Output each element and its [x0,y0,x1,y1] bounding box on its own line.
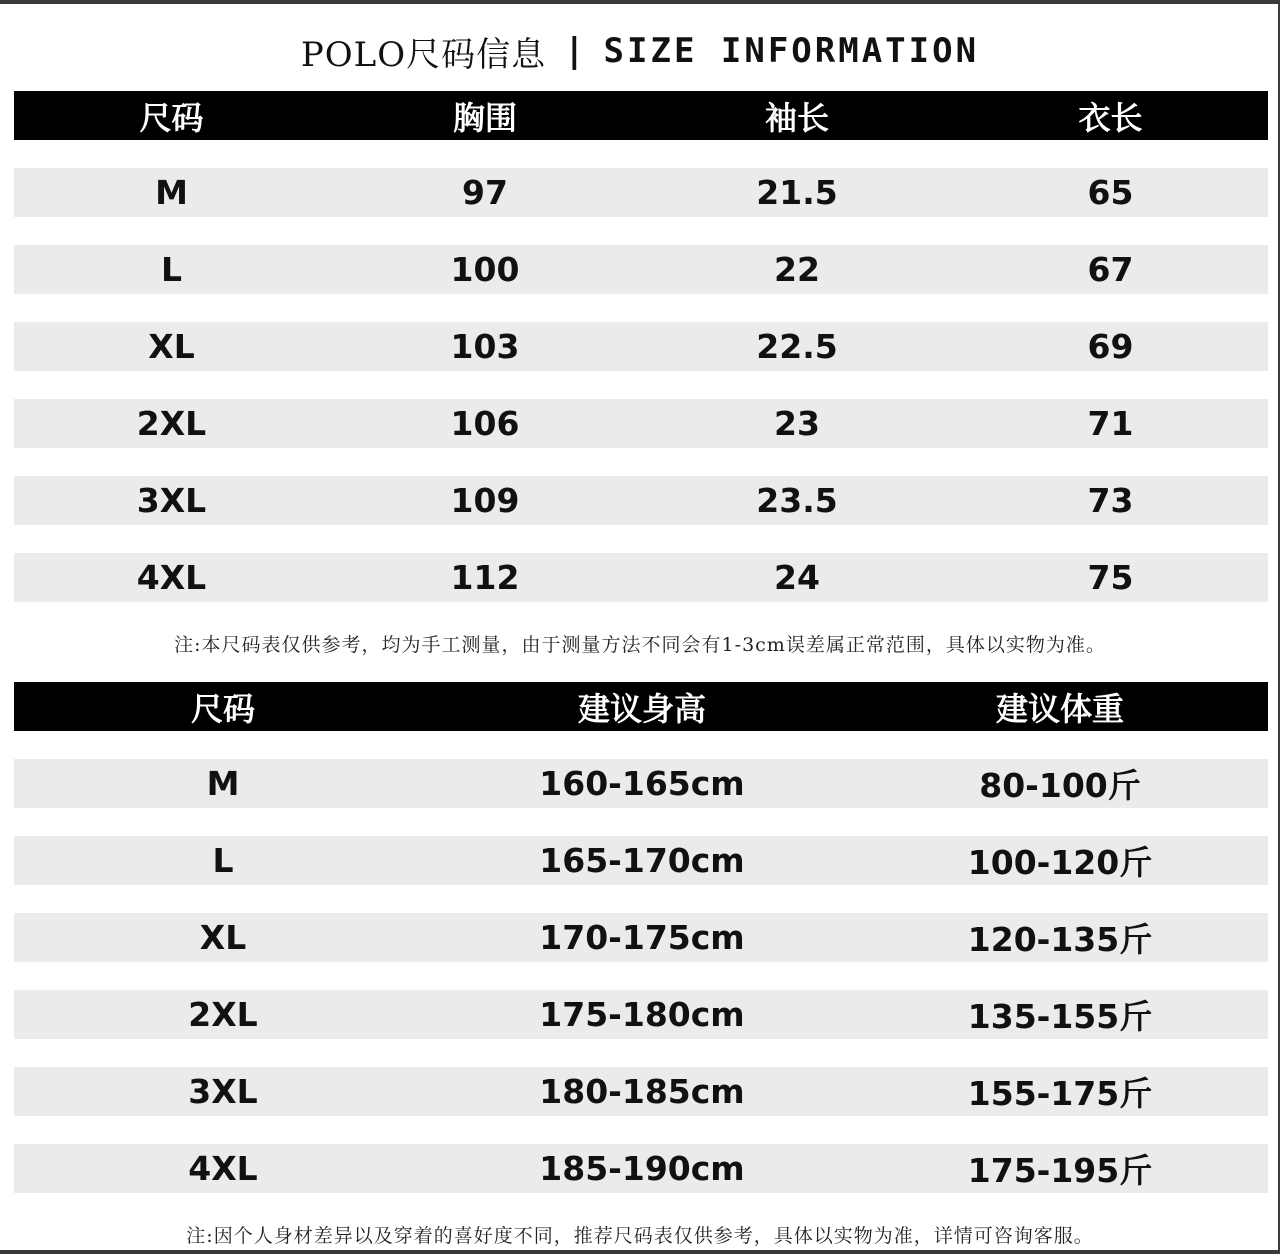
size-cell: 3XL [136,481,207,520]
sleeve-cell: 23 [774,404,820,443]
title-english: SIZE INFORMATION [603,31,980,71]
sleeve-cell: 24 [774,558,820,597]
measurement-note: 注:本尺码表仅供参考，均为手工测量，由于测量方法不同会有1-3cm误差属正常范围，具体以实物为准。 [174,634,1106,656]
weight-cell [852,760,1268,807]
length-cell: 73 [1087,481,1134,520]
length-cell: 65 [1087,173,1134,212]
height-cell: 165-170cm [539,841,745,880]
title-chinese: POLO尺码信息 [300,34,547,75]
weight-unit: 斤 [1119,1151,1153,1190]
size-measurement-table [14,91,1268,602]
size-cell: 4XL [188,1149,258,1188]
chest-cell: 100 [450,250,520,289]
table-row [14,759,1268,808]
header-recommended-weight: 建议体重 [995,689,1124,728]
size-cell: L [160,250,183,289]
sleeve-cell: 23.5 [756,481,838,520]
length-cell: 75 [1087,558,1134,597]
length-cell: 69 [1087,327,1134,366]
header-size: 尺码 [190,689,255,728]
weight-cell [852,914,1268,961]
weight-unit: 斤 [1107,766,1141,805]
table-header [14,91,1268,140]
chest-cell: 97 [462,173,508,212]
page-title [0,28,1280,74]
table-header [14,682,1268,731]
size-cell: 2XL [188,995,258,1034]
sleeve-cell: 22 [774,250,820,289]
weight-cell [852,1068,1268,1115]
table-row [14,399,1268,448]
header-recommended-height: 建议身高 [577,689,706,728]
height-cell: 160-165cm [539,764,745,803]
chest-cell: 109 [450,481,520,520]
table-row [14,553,1268,602]
size-cell: XL [148,327,195,366]
header-sleeve-length: 袖长 [764,98,829,137]
chest-cell: 103 [450,327,520,366]
header-chest: 胸围 [452,98,517,137]
chest-cell: 106 [450,404,520,443]
title-separator: | [568,31,582,71]
weight-cell [852,837,1268,884]
weight-unit: 斤 [1119,997,1153,1036]
size-cell: L [212,841,234,880]
table-row [14,168,1268,217]
table-row [14,1067,1268,1116]
table-row [14,1144,1268,1193]
height-cell: 175-180cm [539,995,745,1034]
weight-value: 175-195 [967,1151,1120,1190]
size-cell: 3XL [188,1072,258,1111]
header-body-length: 衣长 [1078,98,1143,137]
height-cell: 185-190cm [539,1149,745,1188]
table-row [14,322,1268,371]
bottom-border [0,1250,1280,1254]
table-row [14,245,1268,294]
size-cell: 4XL [136,558,207,597]
weight-unit: 斤 [1119,1074,1153,1113]
sleeve-cell: 22.5 [756,327,838,366]
weight-value: 135-155 [967,997,1120,1036]
header-size: 尺码 [139,98,204,137]
weight-value: 80-100 [979,766,1108,805]
weight-value: 120-135 [967,920,1120,959]
length-cell: 67 [1087,250,1134,289]
size-cell: M [155,173,188,212]
table-row [14,990,1268,1039]
table-row [14,913,1268,962]
height-cell: 170-175cm [539,918,745,957]
size-cell: XL [199,918,247,957]
table-row [14,476,1268,525]
weight-cell [852,991,1268,1038]
size-cell: M [206,764,240,803]
weight-value: 155-175 [967,1074,1120,1113]
weight-value: 100-120 [967,843,1120,882]
sleeve-cell: 21.5 [756,173,838,212]
weight-unit: 斤 [1119,920,1153,959]
height-cell: 180-185cm [539,1072,745,1111]
size-recommendation-table [14,682,1268,1193]
top-border [0,0,1280,4]
length-cell: 71 [1087,404,1134,443]
recommendation-note: 注:因个人身材差异以及穿着的喜好度不同，推荐尺码表仅供参考，具体以实物为准，详情可咨询客服。 [186,1225,1094,1247]
size-cell: 2XL [136,404,207,443]
table-row [14,836,1268,885]
chest-cell: 112 [450,558,520,597]
weight-cell [852,1145,1268,1192]
weight-unit: 斤 [1119,843,1153,882]
